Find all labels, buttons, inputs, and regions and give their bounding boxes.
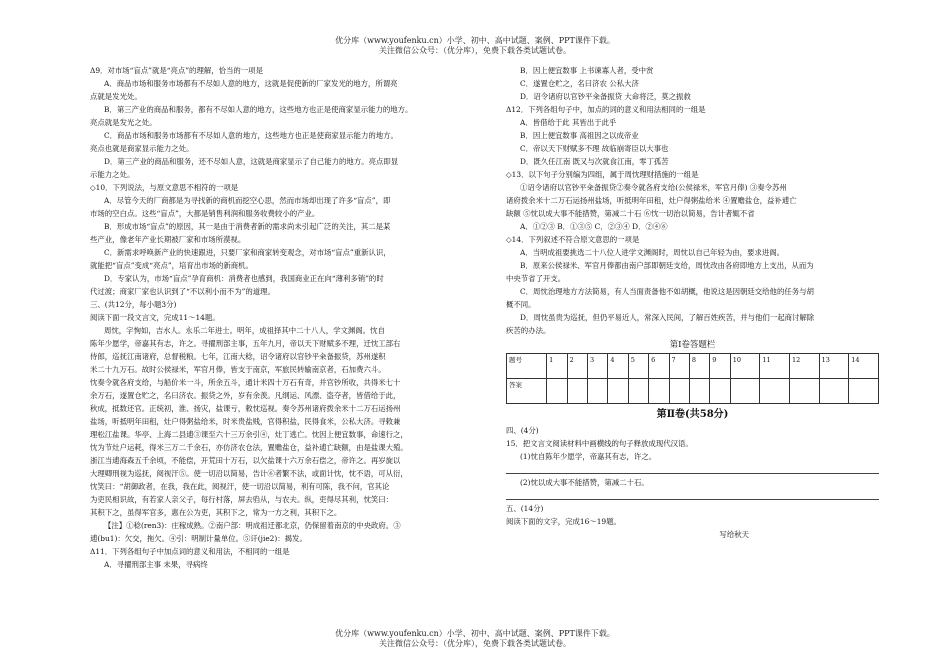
classical-text-line: 忱为节灶户运耗，得米三万二千余石，亦仿济农仓法，置赡盐仓，益补逋亡缺额，由是盐课大殖。 <box>90 443 408 452</box>
q9-option-a-cont: 点就是发光处。 <box>90 92 142 101</box>
q9-option-b-cont: 亮点就是发光之处。 <box>90 118 157 127</box>
classical-text-line: 陈年少愿学，帝嘉其有志，许之。寻擢刑部主事，五年九月，帝以天下财赋多不理，迁忱工部右 <box>90 339 401 348</box>
q14-option-c-cont: 概不同。 <box>506 300 536 309</box>
answer-card-number: 10 <box>730 354 760 379</box>
answer-card-number: 7 <box>669 354 689 379</box>
answer-cell[interactable] <box>789 379 819 404</box>
q13-options: A．①②③ B．①③⑤ C．②③④ D．②④⑥ <box>520 222 668 231</box>
section3-instruction: 阅读下面一段文言文，完成11～14题。 <box>90 313 220 322</box>
answer-card-number: 8 <box>689 354 709 379</box>
answer-cell[interactable] <box>730 379 760 404</box>
answer-cell[interactable] <box>567 379 587 404</box>
q9-option-b: B．第三产业的商品和服务，都有不尽如人意的地方，这些地方也正是使商家显示能力的地方。 <box>104 105 413 114</box>
q9-option-a: A．商品市场和服务市场都有不尽如人意的地方，这就是促使新的厂家发光的地方，所谓亮 <box>104 79 398 88</box>
answer-cell[interactable] <box>669 379 689 404</box>
answer-card-number: 11 <box>760 354 790 379</box>
answer-cell[interactable] <box>587 379 607 404</box>
answer-cell[interactable] <box>819 379 849 404</box>
q15-stem: 15．把文言文阅读材料中画横线的句子释放成现代汉语。 <box>506 439 693 448</box>
answer-card-table <box>506 353 879 404</box>
q12-option-b: B．因上便宜数事 高祖因之以成帝业 <box>520 131 639 140</box>
answer-cell[interactable] <box>710 379 730 404</box>
page-header <box>0 36 950 56</box>
q11-option-d: D．诏令诸府以官钞平籴备振贷 大命将泛，莫之振救 <box>520 92 691 101</box>
classical-text-line: 其积下之，虽得军官多，惠在公为吏，其积下之，常为一方之利，其积下之。 <box>90 508 342 517</box>
q14-stem: ◇14．下列叙述不符合原文意思的一项是 <box>506 235 640 244</box>
answer-cell[interactable] <box>608 379 628 404</box>
q10-option-d-cont: 代过渡；商家厂家也认识到了“不以利小而不为”的道理。 <box>90 287 275 296</box>
q13-stem: ◇13．以下句子分别编为四组，属于周忱理财措施的一组是 <box>506 170 699 179</box>
q14-option-d: D．周忱虽贵为巡抚，但仍平易近人，常深入民间，了解百姓疾苦，并与他们一起商讨解除 <box>520 313 815 322</box>
answer-card-number: 5 <box>628 354 648 379</box>
q12-option-d: D．既久任江南 既又与次就食江南，零丁孤苦 <box>520 157 669 166</box>
answer-card-answer-row <box>507 379 879 404</box>
q10-option-a: A．尽管今天的厂商都是为寻找新的商机而挖空心思，然而市场却出现了许多“盲点”，即 <box>104 196 391 205</box>
classical-text-line: 余万石，遂置仓贮之，名曰济农。振贷之外，岁有余羡。凡纲运、风漂、盗夺者，皆借给于此， <box>90 391 401 400</box>
classical-text-line: 米二十九万石。故时公侯禄米，军官月俸，皆支于南京，军旅民转输南京者，石加费六斗。 <box>90 365 386 374</box>
answer-cell[interactable] <box>689 379 709 404</box>
q14-option-b-cont: 中央节省了开支。 <box>506 274 566 283</box>
answer-card-number-row <box>507 354 879 379</box>
answer-cell[interactable] <box>849 379 879 404</box>
classical-text-line: 理松江盐课。华亭、上海二县逋③课至六十三万余引④，灶丁逃亡。忱因上便宜数事，命速行之， <box>90 430 408 439</box>
q10-option-c: C．新需求呼唤新产业的快速跟进，只要厂家和商家转变观念，对市场“盲点”重新认识， <box>104 248 391 257</box>
q14-option-b: B．原来公侯禄米、军官月俸都由南户部即朝廷支给，周忱改由各府即地方上支出，从而为 <box>520 261 814 270</box>
notes-line: 逋(bu1)：欠交，拖欠。④引：明制计量单位。⑤讦(jie2)：揭发。 <box>90 534 307 543</box>
q10-option-d: D．专家认为，市场“盲点”孕育商机：消费者也感到，我国商业正在向“薄利多销”的时 <box>104 274 384 283</box>
answer-cell[interactable] <box>760 379 790 404</box>
classical-text-line: 大理卿刑视为巡抚，阅视汗⑤。使一切沿以简易，告计⑥者繁不法，或面计忱，忱不语，可从衍， <box>90 469 408 478</box>
answer-card-number: 2 <box>567 354 587 379</box>
answer-card-row-label: 题号 <box>507 354 547 379</box>
q9-option-d: D．第三产业的商品和服务，还不尽如人意，这就是商家显示了自己能力的地方。亮点即显 <box>104 157 399 166</box>
q15-1-sentence: (1)忱自陈年少愿学，帝嘉其有志，许之。 <box>520 452 657 461</box>
classical-text-line: 忱笑曰：“胡御政者，在我，我在此，阅视汗，使一切沿以简易，利有可陈，我不问，官其论 <box>90 482 390 491</box>
q9-option-c-cont: 亮点也就是商家显示能力之处。 <box>90 144 194 153</box>
answer-card-number: 14 <box>849 354 879 379</box>
q10-option-c-cont: 就能把“盲点”变成“亮点”，培育出市场的新商机。 <box>90 261 253 270</box>
passage-title: 写给秋天 <box>719 530 749 539</box>
answer-card-number: 12 <box>789 354 819 379</box>
answer-cell[interactable] <box>547 379 567 404</box>
q14-option-a: A．当明成祖要挑选二十八位人进学文渊阁时，周忱以自己年轻为由，要求进阁。 <box>520 248 785 257</box>
q12-stem: Δ12．下列各组句子中，加点的词的意义和用法相同的一组是 <box>506 105 706 114</box>
answer-card-number: 1 <box>547 354 567 379</box>
footer-line2: 关注微信公众号：（优分库），免费下载各类试题试卷。 <box>379 639 571 648</box>
left-column <box>90 64 488 571</box>
classical-text-line: 浙江当逋海森五千余顷，不能偿，开荒田十万石，以欠盐课十六万余石偿之，帝许之。再岁旋以 <box>90 456 401 465</box>
right-column <box>506 64 879 541</box>
header-line1: 优分库（www.youfenku.cn）小学、初中、高中试题、案例、PPT课件下载。 <box>335 36 615 45</box>
q10-stem: ◇10．下列说法，与原文意思不相符的一项是 <box>90 183 239 192</box>
answer-card-number: 3 <box>587 354 607 379</box>
answer-card-number: 6 <box>649 354 669 379</box>
classical-text-line: 秋成，抵数还官。正统初，淮、扬灾，盐课亏，敕忱巡视。奏令苏州诸府拨余米十二万石运扬州 <box>90 404 401 413</box>
part2-title: 第Ⅱ卷(共58分) <box>656 409 729 420</box>
classical-text-line: 为吏民相识故，有若家人亲父子，每行村落，屏去驺从，与农夫。纵，吏得尽其利，忱笑曰： <box>90 495 394 504</box>
answer-card-title: 第Ⅰ卷答题栏 <box>669 340 716 350</box>
q13-items: ①诏令诸府以官钞平籴备振贷②奏令就各府支给(公侯禄米，军官月俸) ③奏令苏州 <box>520 183 787 192</box>
q10-option-b-cont: 些产业，像老年产业长期被厂家和市场所漠视。 <box>90 235 246 244</box>
q12-option-c: C．帝以天下财赋多不理 故临崩寄臣以大事也 <box>520 144 669 153</box>
header-line2: 关注微信公众号：（优分库），免费下载各类试题试卷。 <box>379 46 571 55</box>
answer-cell[interactable] <box>628 379 648 404</box>
q11-stem: Δ11．下列各组句子中加点词的意义和用法，不相同的一组是 <box>90 547 290 556</box>
section5-title: 五、(14分) <box>506 504 544 513</box>
classical-text-line: 盐场，听抵明年田租，灶户得粥盐给米，时米贵盐贱，官得积盐，民得食米，公私大济。寻敕兼 <box>90 417 401 426</box>
answer-card-row-label: 答案 <box>507 379 547 404</box>
section4-title: 四、(4分) <box>506 426 539 435</box>
classical-text-line: 周忱，字恂如，吉水人。永乐二年进士。明年，成祖择其中二十八人，学文渊阁。忱自 <box>104 326 385 335</box>
q9-option-c: C．商品市场和服务市场都有不尽如人意的地方，这些地方也正是使商家显示能力的地方。 <box>104 131 398 140</box>
q13-items-cont: 诸府拨余米十二万石运扬州盐场，听抵明年田租，灶户得粥盐给米 ④置赡盐仓，益补逋亡 <box>506 196 797 205</box>
section5-instruction: 阅读下面的文字，完成16～19题。 <box>506 517 621 526</box>
q15-1-answer-line[interactable] <box>506 463 879 474</box>
page-footer <box>0 629 950 649</box>
answer-card-number: 13 <box>819 354 849 379</box>
q9-option-d-cont: 示能力之处。 <box>90 170 135 179</box>
q13-items-cont: 缺额 ⑤忱以成大事不能措赞，第减二十石 ⑥忱一切治以简易，告计者辄不省 <box>506 209 755 218</box>
q10-option-b: B．形成市场“盲点”的原因，其一是由于消费者新的需求尚未引起广泛的关注，其二是某 <box>104 222 391 231</box>
q10-option-a-cont: 市场的空白点。这些“盲点”，大都是销售利润和服务收费较小的产业。 <box>90 209 320 218</box>
classical-text-line: 忱奏令就各府支给，与船价米一斗，所余五斗，通计米四十万石有奇，并官钞所收，共得米七十 <box>90 378 401 387</box>
q12-option-a: A．皆借给于此 其皆出于此乎 <box>520 118 617 127</box>
notes-line: 【注】①稔(ren3)：庄稼成熟。②南户部：明成祖迁都北京，仍保留着南京的中央政府。③ <box>104 521 401 530</box>
answer-cell[interactable] <box>649 379 669 404</box>
classical-text-line: 侍郎，巡抚江南诸府，总督税粮。七年，江南大稔，诏令诸府以官钞平籴备振贷，苏州遂积 <box>90 352 386 361</box>
q11-option-c: C．遂置仓贮之，名曰济农 公私大济 <box>520 79 639 88</box>
answer-card-number: 9 <box>710 354 730 379</box>
answer-card-number: 4 <box>608 354 628 379</box>
q15-2-answer-line[interactable] <box>506 489 879 500</box>
footer-line1: 优分库（www.youfenku.cn）小学、初中、高中试题、案例、PPT课件下载。 <box>335 629 615 638</box>
q9-stem: Δ9．对市场“盲点”就是“亮点”的理解，恰当的一项是 <box>90 66 263 75</box>
q14-option-d-cont: 疾苦的办法。 <box>506 326 551 335</box>
q11-option-b: B．因上便宜数事 上书谏寡人者，受中赏 <box>520 66 654 75</box>
q11-option-a: A．寻擢刑部主事 未果，寻病终 <box>104 560 208 569</box>
q14-option-c: C．周忱治理地方方法简易，有人当面责备他不如胡概，他说这是因朝廷交给他的任务与胡 <box>520 287 814 296</box>
section3-title: 三、(共12分，每小题3分) <box>90 300 177 309</box>
q15-2-sentence: (2)忱以成大事不能措赞，第减二十石。 <box>520 478 649 487</box>
